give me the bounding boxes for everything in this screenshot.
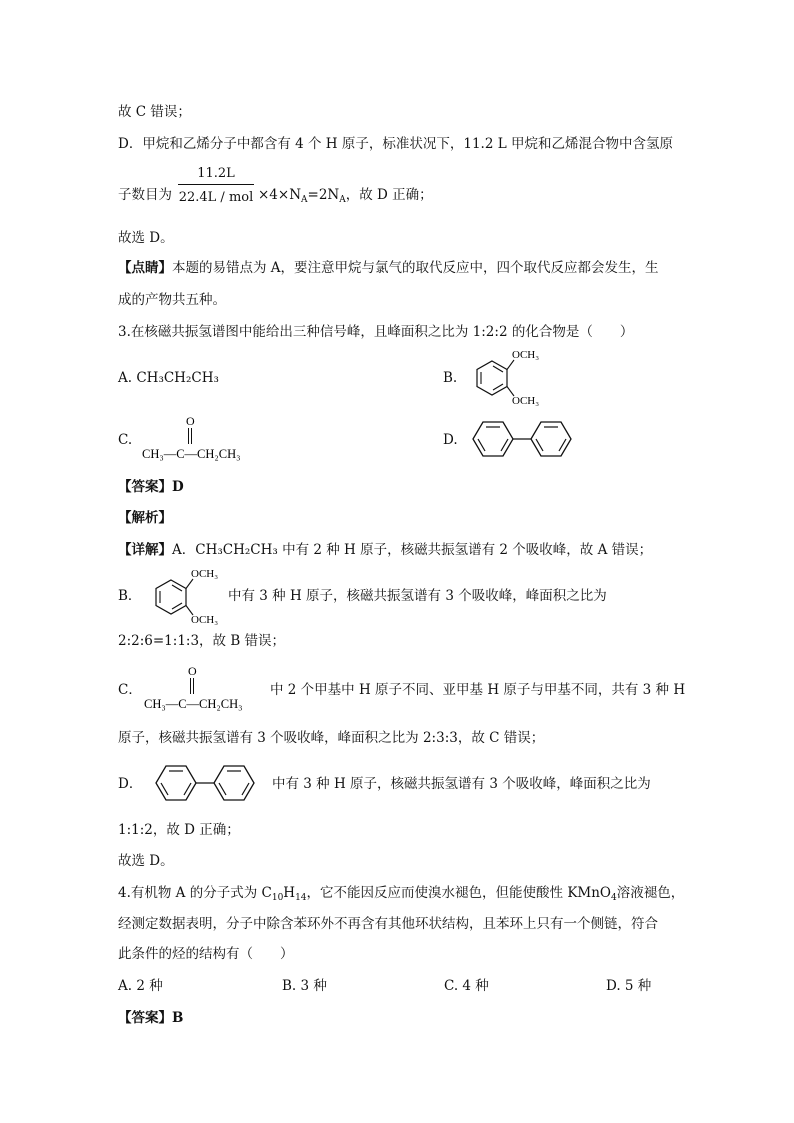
methoxy-label-top: OCH₃ (191, 568, 219, 580)
detail-label: 【详解】 (118, 542, 172, 558)
q4-stem-post: ，它不能因反应而使溴水褪色，但能使酸性 KMnO (306, 885, 611, 901)
q2-tip-line1 (118, 258, 659, 278)
q3-detail-c-line2: 原子，核磁共振氢谱有 3 个吸收峰，峰面积之比为 2:3:3，故 C 错误； (118, 730, 545, 746)
q4-answer: 【答案】B (118, 1010, 184, 1026)
q3-option-a (118, 368, 219, 388)
option-a-formula: CH₃CH₂CH₃ (136, 370, 219, 386)
q2-c-wrong: 故 C 错误； (118, 104, 191, 120)
dimethoxybenzene-structure (462, 344, 552, 410)
option-a-label: A. (118, 370, 133, 386)
equals-term: =2N (307, 187, 340, 203)
fraction-denominator: 22.4L / mol (178, 190, 254, 205)
q3-answer: 【答案】D (118, 479, 184, 495)
methoxy-label-top: OCH₃ (512, 349, 540, 361)
q2-option-d-line1: D．甲烷和乙烯分子中都含有 4 个 H 原子，标准状况下，11.2 L 甲烷和乙烯混合物中含氢原 (118, 136, 673, 152)
q2-d-formula-tail (258, 185, 433, 205)
detail-dimethoxybenzene-structure (143, 563, 229, 627)
q4-stem-line3: 此条件的烃的结构有（ ） (118, 946, 294, 962)
q4-option-a: A. 2 种 (118, 978, 163, 994)
tip-label: 【点睛】 (118, 260, 172, 276)
q3-detail-b-text: 中有 3 种 H 原子，核磁共振氢谱有 3 个吸收峰，峰面积之比为 (228, 588, 607, 604)
q3-detail-b-label: B． (118, 588, 142, 604)
n-a-term: ×4×N (258, 187, 302, 203)
detail-biphenyl-structure (150, 762, 268, 808)
butanone-chain: CH₃—C—CH₂CH₃ (142, 447, 241, 461)
fraction-numerator: 11.2L (197, 166, 235, 181)
q4-stem-end: 溶液褪色， (616, 885, 685, 901)
hydrogen-symbol: H (283, 885, 296, 901)
q2-option-d-line2 (118, 185, 172, 205)
fraction-bar (178, 184, 254, 185)
detail-a-text: A．CH₃CH₂CH₃ 中有 2 种 H 原子，核磁共振氢谱有 2 个吸收峰，故 A 错误； (172, 542, 653, 558)
subscript-10: 10 (271, 893, 284, 903)
q2-choose: 故选 D。 (118, 230, 174, 246)
q2-d-prefix: 子数目为 (118, 187, 172, 203)
q3-option-b-label: B. (443, 370, 458, 386)
q3-option-c-label: C. (118, 432, 133, 448)
butanone-structure (140, 412, 270, 462)
q4-option-d: D. 5 种 (606, 978, 652, 994)
biphenyl-structure (466, 417, 584, 467)
carbonyl-oxygen: O (186, 414, 195, 428)
subscript-a: A (301, 195, 308, 205)
d-correct: ，故 D 正确； (345, 187, 433, 203)
q3-detail-b-line2: 2:2:6=1:1:3，故 B 错误； (118, 633, 286, 649)
q4-option-b: B. 3 种 (282, 978, 327, 994)
q3-detail-d-label: D． (118, 776, 143, 792)
q3-detail-c-label: C． (118, 682, 142, 698)
subscript-14: 14 (295, 893, 307, 903)
q3-option-d-label: D. (443, 432, 458, 448)
q3-detail-a (118, 540, 652, 560)
methoxy-label-bottom: OCH₃ (191, 614, 219, 626)
q3-choose: 故选 D。 (118, 853, 174, 869)
q3-detail-d-line2: 1:1:2，故 D 正确； (118, 822, 240, 838)
carbonyl-oxygen: O (188, 664, 197, 678)
q4-stem-line2: 经测定数据表明，分子中除含苯环外不再含有其他环状结构，且苯环上只有一个侧链，符合 (118, 916, 658, 932)
q3-analysis: 【解析】 (118, 510, 172, 526)
q4-stem-line1 (118, 883, 684, 903)
tip-text: 本题的易错点为 A，要注意甲烷与氯气的取代反应中，四个取代反应都会发生，生 (172, 260, 659, 276)
q3-detail-c-text: 中 2 个甲基中 H 原子不同、亚甲基 H 原子与甲基不同，共有 3 种 H (270, 682, 686, 698)
butanone-chain: CH₃—C—CH₂CH₃ (144, 697, 243, 711)
subscript-a: A (339, 195, 346, 205)
detail-butanone-structure (142, 662, 272, 712)
q3-stem: 3.在核磁共振氢谱图中能给出三种信号峰，且峰面积之比为 1:2:2 的化合物是（ ） (118, 324, 634, 340)
q2-tip-line2: 成的产物共五种。 (118, 292, 226, 308)
q4-stem-pre: 4.有机物 A 的分子式为 C (118, 885, 272, 901)
q3-detail-d-text: 中有 3 种 H 原子，核磁共振氢谱有 3 个吸收峰，峰面积之比为 (272, 776, 651, 792)
subscript-4: 4 (611, 893, 617, 903)
q4-option-c: C. 4 种 (444, 978, 489, 994)
methoxy-label-bottom: OCH₃ (512, 395, 540, 407)
